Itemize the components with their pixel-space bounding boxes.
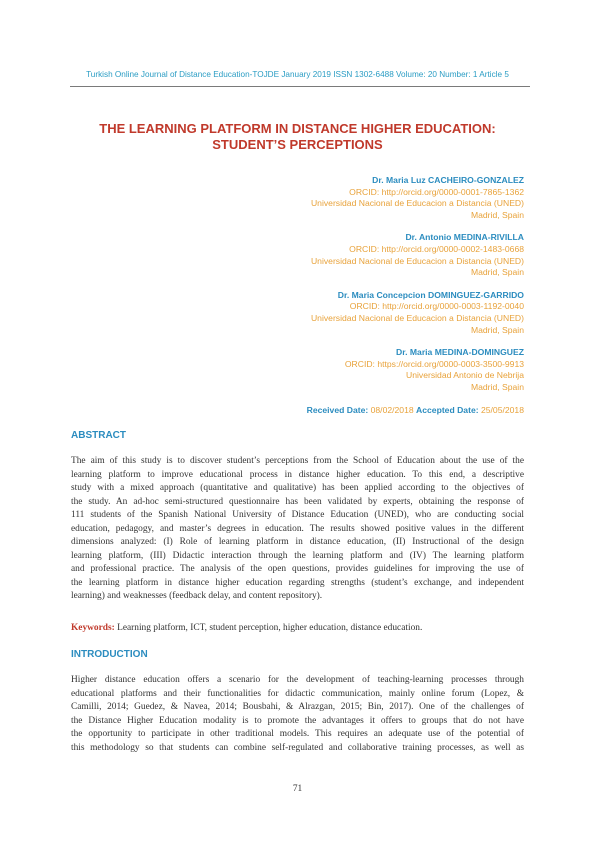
author-name: Dr. Maria Luz CACHEIRO-GONZALEZ xyxy=(372,175,524,185)
abstract-line: The aim of this study is to discover student’s perceptions from the School of Education about the use of the xyxy=(71,456,524,466)
author-location: Madrid, Spain xyxy=(470,324,524,335)
author-location: Madrid, Spain xyxy=(470,267,524,278)
introduction-line: the opportunity to participate in other traditional models. This requires an adequate use of the potential of xyxy=(71,729,524,739)
abstract-line: the study. An ad-hoc semi-structured questionnaire has been validated by experts, obtaining the response of xyxy=(71,496,524,507)
abstract-line: learning platform to improve educational process in distance higher education. To this end, a descriptive xyxy=(71,469,524,480)
author-orcid[interactable]: ORCID: https://orcid.org/0000-0003-3500-9913 xyxy=(344,358,524,369)
header-divider xyxy=(70,86,530,87)
author-location: Madrid, Spain xyxy=(470,381,524,392)
author-orcid[interactable]: ORCID: http://orcid.org/0000-0002-1483-0668 xyxy=(349,243,524,254)
introduction-line: the Distance Higher Education modality is to promote the advantages it offers to groups that do not have xyxy=(71,715,524,726)
article-dates xyxy=(307,405,524,415)
author-name: Dr. Maria MEDINA-DOMINGUEZ xyxy=(396,347,524,358)
abstract-heading: ABSTRACT xyxy=(71,430,126,441)
author-orcid[interactable]: ORCID: http://orcid.org/0000-0001-7865-1362 xyxy=(349,186,524,197)
abstract-line: dimensions analyzed: (I) Role of learning platform in distance education, (II) Instructional of the design xyxy=(71,537,524,547)
abstract-line: learning) and weaknesses (feedback delay, and content repository). xyxy=(71,591,323,601)
keywords-label: Keywords: xyxy=(71,623,115,633)
paper-title xyxy=(60,121,535,153)
author-name: Dr. Maria Concepcion DOMINGUEZ-GARRIDO xyxy=(337,289,524,300)
author-affiliation: Universidad Nacional de Educacion a Distancia (UNED) xyxy=(310,255,524,266)
accepted-date-value: 25/05/2018 xyxy=(480,405,524,415)
author-block xyxy=(224,290,524,336)
introduction-line: Camilli, 2014; Guedez, & Navea, 2014; Bousbahi, & Alrazgan, 2015; Bin, 2017). One of the challenges of xyxy=(71,702,524,712)
introduction-line: educational platforms and their functionalities for didactic communication, mainly online forum (Lopez, & xyxy=(71,688,524,699)
keywords-text: Learning platform, ICT, student perception, higher education, distance education. xyxy=(114,623,423,633)
introduction-body xyxy=(71,674,524,755)
received-date-value: 08/02/2018 xyxy=(370,405,414,415)
abstract-line: study with a mixed approach (quantitative and qualitative) has been applied according to the objectives of xyxy=(71,483,524,493)
abstract-line: education, pedagogy, and master’s degrees in education. The results showed positive values in the different xyxy=(71,523,524,534)
received-date-label: Received Date: xyxy=(306,405,369,415)
accepted-date-label: Accepted Date: xyxy=(416,405,479,415)
author-location: Madrid, Spain xyxy=(470,209,524,220)
author-block xyxy=(224,232,524,278)
abstract-line: 111 students of the Spanish National University of Distance Education (UNED), who are conducting social xyxy=(71,510,524,520)
author-affiliation: Universidad Nacional de Educacion a Distancia (UNED) xyxy=(310,312,524,323)
abstract-line: the learning platform in distance higher education regarding strengths (student’s exchange, and independent xyxy=(71,577,524,588)
abstract-line: learning platform, (III) Didactic interaction through the learning platform and (IV) The learning platform xyxy=(71,550,524,561)
paper-title-line-1: THE LEARNING PLATFORM IN DISTANCE HIGHER EDUCATION: xyxy=(99,121,496,136)
paper-title-line-2: STUDENT’S PERCEPTIONS xyxy=(212,137,383,152)
author-affiliation: Universidad Nacional de Educacion a Distancia (UNED) xyxy=(310,198,524,209)
abstract-line: and professional practice. The analysis of the open questions, provides guidelines for improving the use of xyxy=(71,564,524,574)
author-name: Dr. Antonio MEDINA-RIVILLA xyxy=(405,232,524,243)
page-number: 71 xyxy=(292,784,303,794)
author-list xyxy=(224,175,524,405)
abstract-body xyxy=(71,455,524,604)
introduction-line: this methodology so that students can combine self-regulated and collaborative training processes, as well as xyxy=(71,742,524,753)
author-orcid[interactable]: ORCID: http://orcid.org/0000-0003-1192-0040 xyxy=(349,301,524,312)
journal-header: Turkish Online Journal of Distance Education-TOJDE January 2019 ISSN 1302-6488 Volume: 20 Number: 1 Article 5 xyxy=(86,70,509,79)
introduction-heading: INTRODUCTION xyxy=(71,649,148,660)
introduction-line: Higher distance education offers a scenario for the development of teaching-learning processes through xyxy=(71,675,524,685)
author-block xyxy=(224,347,524,393)
keywords-line xyxy=(71,623,524,633)
author-affiliation: Universidad Antonio de Nebrija xyxy=(406,370,524,381)
author-block xyxy=(224,175,524,221)
